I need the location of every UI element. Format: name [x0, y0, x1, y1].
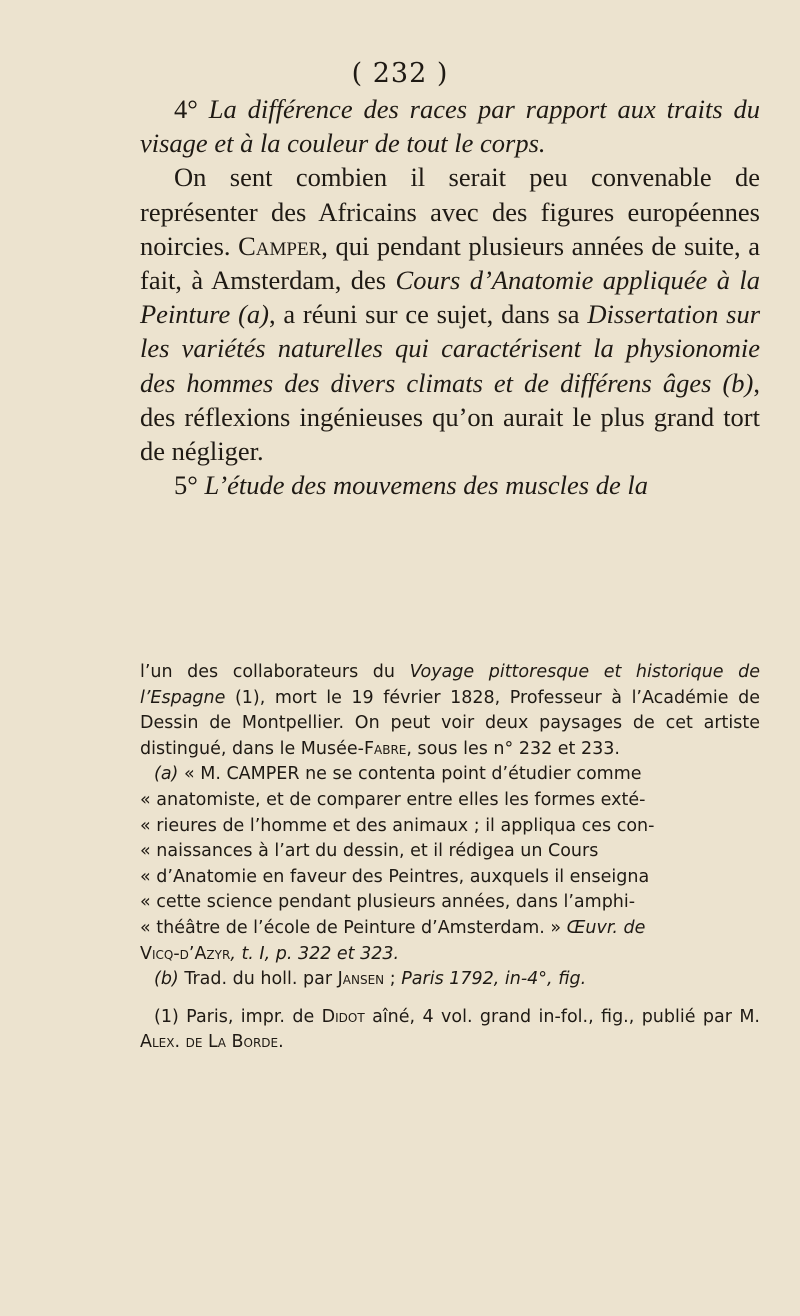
footnote-a-source: Œuvr. de: [566, 917, 646, 938]
item-5-heading: L’étude des mouvemens des muscles de la: [204, 470, 648, 501]
footnote-a-tome: , t. I, p. 322 et 323.: [230, 943, 400, 964]
footnote-1-text-b: aîné, 4 vol. grand in-fol., fig., publié par M.: [372, 1006, 760, 1027]
footnote-b-text-b: ;: [389, 969, 396, 990]
didot-name: Didot: [321, 1006, 365, 1027]
footnote-a-line: « cette science pendant plusieurs années, dans l’amphi-: [140, 892, 636, 913]
camper-text-b: , qui pendant plusieurs années de suite, a fait, à Amsterdam, des: [140, 230, 761, 296]
camper-name: Camper: [238, 230, 322, 261]
page-number: ( 232 ): [351, 58, 449, 89]
footnote-a-line: « rieures de l’homme et des animaux ; il appliqua ces con-: [140, 815, 655, 836]
cont-text-c: , sous les n° 232 et 233.: [406, 738, 620, 759]
footnote-continuation: [140, 660, 760, 762]
camper-text-c: , a réuni sur ce sujet, dans sa: [268, 299, 580, 330]
footnote-a-last-line: [140, 916, 760, 942]
item-number-4: 4°: [174, 94, 198, 124]
footnote-1: [140, 1005, 760, 1056]
cont-text-b: (1), mort le 19 février 1828, Professeur à l’Académie de Dessin de Montpellier. On peut voir deux paysages de cet artiste distingué, dans le Musée-: [140, 687, 760, 759]
fabre-name: Fabre: [363, 738, 407, 759]
footnote-a-line: « naissances à l’art du dessin, et il rédigea un Cours: [140, 841, 599, 862]
footnotes: [140, 660, 760, 1056]
camper-text-a: On sent combien il serait peu convenable de représenter des Africains avec des figures européennes noircies.: [140, 162, 760, 261]
footnote-a-line: « M. CAMPER ne se contenta point d’étudier comme: [183, 764, 642, 785]
footnote-a-line: « d’Anatomie en faveur des Peintres, auxquels il enseigna: [140, 866, 650, 887]
jansen-name: Jansen: [337, 969, 385, 990]
dissertation-title: Dissertation sur les variétés naturelles qui caractérisent la physionomie des hommes des divers climats et de différens âges: [140, 299, 761, 398]
paragraph-5: [140, 468, 760, 502]
footnote-a: [140, 762, 760, 788]
footnote-b-label: (b): [154, 969, 179, 990]
footnote-a-line: « anatomiste, et de comparer entre elles les formes exté-: [140, 789, 646, 810]
paragraph-camper: [140, 160, 760, 468]
footnote-b: [140, 967, 760, 993]
footnote-b-text-a: Trad. du holl. par: [184, 969, 333, 990]
main-text: [140, 92, 760, 502]
footnote-b-imprint: Paris 1792, in-4°, fig.: [401, 969, 587, 990]
item-number-5: 5°: [174, 470, 198, 501]
paragraph-4: [140, 92, 760, 160]
cont-text-a: l’un des collaborateurs du: [140, 662, 395, 682]
cours-title: Cours d’Anatomie appliquée à la Peinture: [140, 265, 760, 330]
footnote-a-author: Vicq-d’Azyr: [140, 943, 231, 964]
voyage-title: Voyage pittoresque et historique de l’Espagne: [140, 662, 760, 708]
footnote-ref-a: (a): [238, 299, 269, 330]
footnote-a-line: « théâtre de l’école de Peinture d’Amsterdam. »: [140, 917, 562, 938]
footnote-a-citation: [140, 942, 760, 968]
item-4-heading: La différence des races par rapport aux traits du visage et à la couleur de tout le corps.: [140, 94, 761, 159]
camper-text-d: , des réflexions ingénieuses qu’on aurait le plus grand tort de négliger.: [140, 367, 761, 467]
footnote-ref-b: (b): [722, 367, 754, 398]
laborde-name: Alex. de La Borde.: [140, 1032, 284, 1053]
footnote-1-text-a: (1) Paris, impr. de: [154, 1006, 315, 1027]
footnote-a-label: (a): [154, 764, 179, 785]
